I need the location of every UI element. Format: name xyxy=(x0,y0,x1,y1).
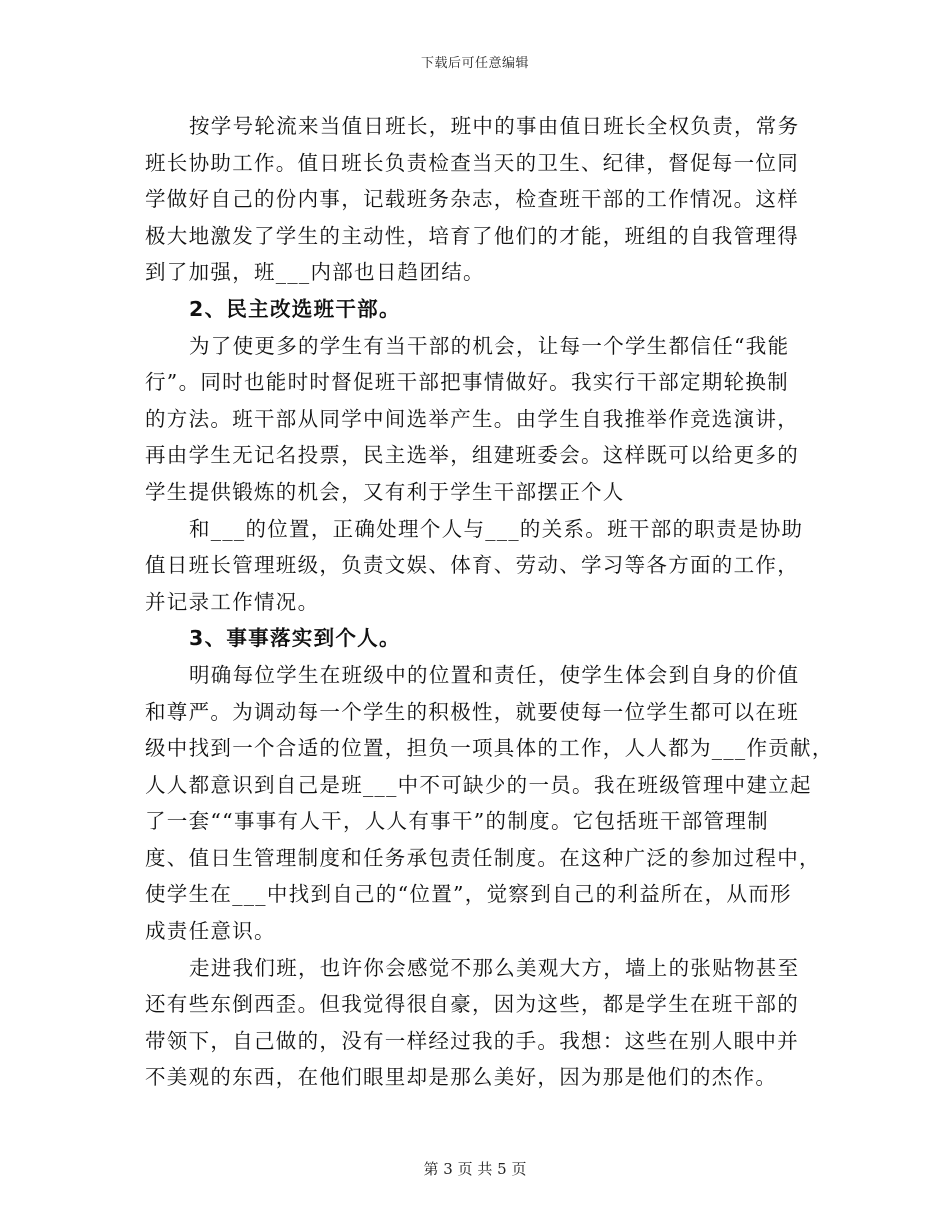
paragraph-line: 并记录工作情况。 xyxy=(145,589,320,614)
paragraph-line: 了一套““事事有人干，人人有事干”的制度。它包括班干部管理制 xyxy=(145,809,769,834)
document-body xyxy=(145,108,834,1096)
paragraph-line: 按学号轮流来当值日班长，班中的事由值日班长全权负责，常务 xyxy=(189,114,800,138)
page-number-footer: 第 3 页 共 5 页 xyxy=(423,1160,527,1178)
paragraph-line: 明确每位学生在班级中的位置和责任，使学生体会到自身的价值 xyxy=(189,662,800,687)
section-heading: 3、事事落实到个人。 xyxy=(189,626,401,651)
paragraph-line: 不美观的东西，在他们眼里却是那么美好，因为那是他们的杰作。 xyxy=(145,1065,778,1090)
paragraph-line: 值日班长管理班级，负责文娱、体育、劳动、学习等各方面的工作， xyxy=(145,553,799,578)
paragraph-line: 级中找到一个合适的位置，担负一项具体的工作，人人都为___作贡献， xyxy=(145,736,834,761)
paragraph-line: 走进我们班，也许你会感觉不那么美观大方，墙上的张贴物甚至 xyxy=(189,955,800,980)
paragraph-line: 和___的位置，正确处理个人与___的关系。班干部的职责是协助 xyxy=(189,516,804,541)
page-header: 下载后可任意编辑 xyxy=(420,56,529,71)
paragraph-line: 还有些东倒西歪。但我觉得很自豪，因为这些，都是学生在班干部的 xyxy=(145,992,799,1017)
paragraph-line: 到了加强，班___内部也日趋团结。 xyxy=(145,260,485,285)
paragraph-line: 极大地激发了学生的主动性，培育了他们的才能，班组的自我管理得 xyxy=(145,223,799,248)
section-heading: 2、民主改选班干部。 xyxy=(189,296,401,321)
paragraph-line: 使学生在___中找到自己的“位置”，觉察到自己的利益所在，从而形 xyxy=(145,882,792,907)
paragraph-line: 的方法。班干部从同学中间选举产生。由学生自我推举作竞选演讲， xyxy=(145,406,799,431)
paragraph-line: 行”。同时也能时时督促班干部把事情做好。我实行干部定期轮换制 xyxy=(145,370,789,395)
paragraph-line: 人人都意识到自己是班___中不可缺少的一员。我在班级管理中建立起 xyxy=(145,772,812,797)
paragraph-line: 为了使更多的学生有当干部的机会，让每一个学生都信任“我能 xyxy=(189,333,790,358)
paragraph-line: 带领下，自己做的，没有一样经过我的手。我想：这些在别人眼中并 xyxy=(145,1028,799,1053)
paragraph-line: 度、值日生管理制度和任务承包责任制度。在这种广泛的参加过程中， xyxy=(145,845,821,870)
paragraph-line: 再由学生无记名投票，民主选举，组建班委会。这样既可以给更多的 xyxy=(145,443,799,468)
paragraph-line: 班长协助工作。值日班长负责检查当天的卫生、纪律，督促每一位同 xyxy=(145,150,799,175)
paragraph-line: 学生提供锻炼的机会，又有利于学生干部摆正个人 xyxy=(145,479,625,504)
paragraph-line: 成责任意识。 xyxy=(145,919,276,944)
paragraph-line: 和尊严。为调动每一个学生的积极性，就要使每一位学生都可以在班 xyxy=(145,699,799,724)
paragraph-line: 学做好自己的份内事，记载班务杂志，检查班干部的工作情况。这样 xyxy=(145,187,799,212)
